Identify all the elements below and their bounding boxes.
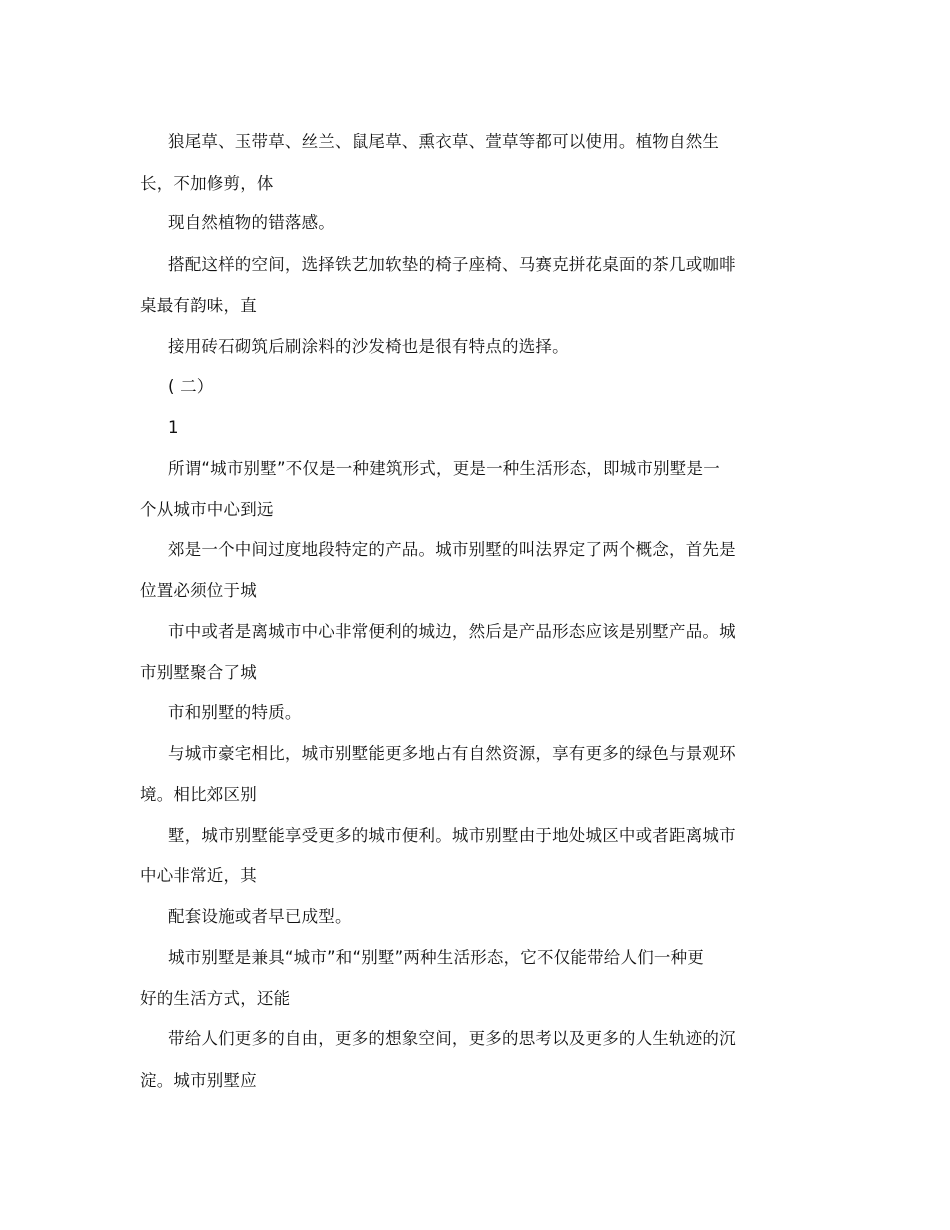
text-line: 好的生活方式，还能 <box>140 989 291 1008</box>
text-line: 城市别墅是兼具“城市”和“别墅”两种生活形态，它不仅能带给人们一种更 <box>168 948 704 967</box>
section-number: 1 <box>168 418 179 437</box>
text-line: 郊是一个中间过度地段特定的产品。城市别墅的叫法界定了两个概念，首先是 <box>168 540 736 559</box>
text-line: 配套设施或者早已成型。 <box>168 907 352 926</box>
text-line: 狼尾草、玉带草、丝兰、鼠尾草、熏衣草、萱草等都可以使用。植物自然生 <box>168 132 720 151</box>
text-line: 接用砖石砌筑后刷涂料的沙发椅也是很有特点的选择。 <box>168 337 569 356</box>
text-line: 个从城市中心到远 <box>140 500 274 519</box>
text-line: 所谓“城市别墅”不仅是一种建筑形式，更是一种生活形态，即城市别墅是一 <box>168 459 720 478</box>
text-line: 与城市豪宅相比，城市别墅能更多地占有自然资源，享有更多的绿色与景观环 <box>168 744 736 763</box>
text-line: 市和别墅的特质。 <box>168 703 302 722</box>
text-line: 淀。城市别墅应 <box>140 1071 257 1090</box>
text-line: 位置必须位于城 <box>140 581 257 600</box>
text-line: 市中或者是离城市中心非常便利的城边，然后是产品形态应该是别墅产品。城 <box>168 622 736 641</box>
text-line: 带给人们更多的自由，更多的想象空间，更多的思考以及更多的人生轨迹的沉 <box>168 1029 736 1048</box>
text-line: 中心非常近，其 <box>140 866 257 885</box>
text-line: 市别墅聚合了城 <box>140 663 257 682</box>
text-line: 搭配这样的空间，选择铁艺加软垫的椅子座椅、马赛克拼花桌面的茶几或咖啡 <box>168 255 736 274</box>
section-heading: ( 二） <box>168 377 214 396</box>
text-line: 现自然植物的错落感。 <box>168 213 335 232</box>
text-line: 桌最有韵味，直 <box>140 296 257 315</box>
text-line: 墅，城市别墅能享受更多的城市便利。城市别墅由于地处城区中或者距离城市 <box>168 826 736 845</box>
text-line: 长，不加修剪，体 <box>140 174 274 193</box>
text-line: 境。相比郊区别 <box>140 785 257 804</box>
